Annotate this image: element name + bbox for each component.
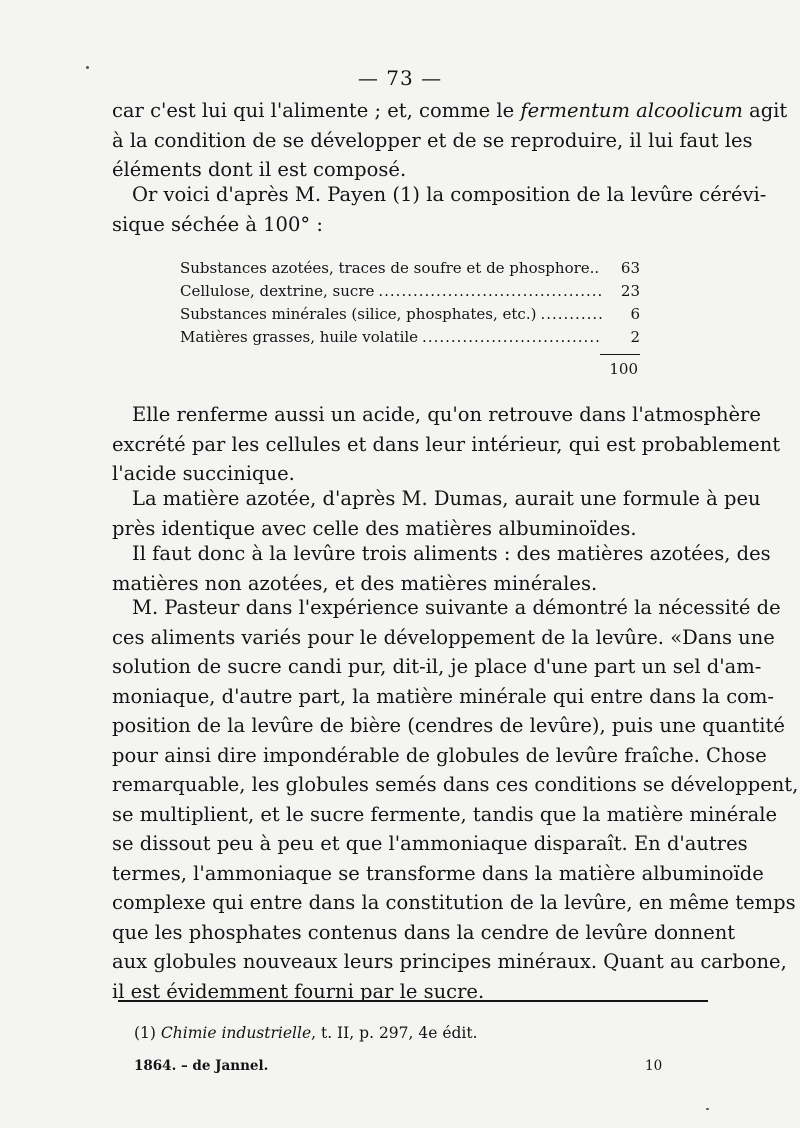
composition-row [180,326,640,349]
paper-speck [86,66,89,69]
paragraph-3 [112,400,781,489]
text-line: Il faut donc à la levûre trois aliments : des matières azotées, des [132,542,771,565]
text-line: se dissout peu à peu et que l'ammoniaque disparaît. En d'autres [112,832,748,855]
composition-total: 100 [609,360,638,378]
dot-leader [422,326,602,349]
text-line: l'acide succinique. [112,462,295,485]
signature-line: 1864. – de Jannel. [134,1058,269,1074]
text-line: solution de sucre candi pur, dit-il, je place d'une part un sel d'am- [112,655,762,678]
text-line: que les phosphates contenus dans la cendre de levûre donnent [112,920,736,944]
text-line: près identique avec celle des matières albuminoïdes. [112,516,637,540]
text-fragment: agit [742,99,788,122]
text-line: à la condition de se développer et de se reproduire, il lui faut les [112,128,753,152]
text-line: Or voici d'après M. Payen (1) la composition de la levûre cérévi- [132,183,767,206]
paragraph-2 [112,180,767,239]
paragraph-5 [112,539,771,598]
text-line: remarquable, les globules semés dans ces conditions se développent, [112,773,799,796]
page-number: — 73 — [357,66,443,90]
text-line: complexe qui entre dans la constitution de la levûre, en même temps [112,891,796,914]
text-line: éléments dont il est composé. [112,158,407,181]
text-line: matières non azotées, et des matières minérales. [112,571,598,595]
text-line [112,96,788,126]
composition-row [180,303,640,326]
composition-value: 2 [630,328,640,346]
text-line: pour ainsi dire impondérable de globules de levûre fraîche. Chose [112,743,767,767]
composition-label: Matières grasses, huile volatile [180,328,419,346]
paragraph-1 [112,96,788,185]
paragraph-4 [112,484,761,543]
text-line: il est évidemment fourni par le sucre. [112,979,485,1003]
composition-row [180,280,640,303]
text-line: position de la levûre de bière (cendres de levûre), puis une quantité [112,714,785,737]
dot-leader [378,280,602,303]
composition-row [180,257,640,280]
dot-leader [540,303,602,326]
text-line: ces aliments variés pour le développement de la levûre. «Dans une [112,625,775,649]
footnote [134,1024,478,1042]
text-line: se multiplient, et le sucre fermente, tandis que la matière minérale [112,802,778,826]
composition-value: 63 [620,259,640,277]
text-line: moniaque, d'autre part, la matière minérale qui entre dans la com- [112,684,774,708]
text-line: La matière azotée, d'après M. Dumas, aurait une formule à peu [132,487,761,510]
composition-label: Substances minérales (silice, phosphates, etc.) [180,305,537,323]
signature-number: 10 [645,1058,663,1074]
composition-label: Cellulose, dextrine, sucre [180,282,375,300]
text-line: Elle renferme aussi un acide, qu'on retrouve dans l'atmosphère [132,403,761,426]
composition-table [180,257,640,349]
composition-value: 23 [620,282,640,300]
text-line: excrété par les cellules et dans leur intérieur, qui est probablement [112,432,781,456]
composition-value: 6 [630,305,640,323]
paper-speck [706,1108,709,1110]
text-fragment: car c'est lui qui l'alimente ; et, comme le [112,99,521,122]
paragraph-6 [112,593,799,1006]
italic-term: fermentum alcoolicum [520,99,743,122]
text-line: M. Pasteur dans l'expérience suivante a démontré la nécessité de [132,596,781,619]
footnote-separator [118,1000,708,1002]
text-line: sique séchée à 100° : [112,212,323,236]
footnote-marker: (1) [134,1024,156,1042]
text-line: termes, l'ammoniaque se transforme dans la matière albuminoïde [112,861,764,885]
text-line: aux globules nouveaux leurs principes minéraux. Quant au carbone, [112,950,787,973]
sum-rule [600,354,640,355]
footnote-details: , t. II, p. 297, 4e édit. [311,1024,478,1042]
footnote-title: Chimie industrielle [160,1024,312,1042]
composition-label: Substances azotées, traces de soufre et de phosphore.. [180,259,600,277]
